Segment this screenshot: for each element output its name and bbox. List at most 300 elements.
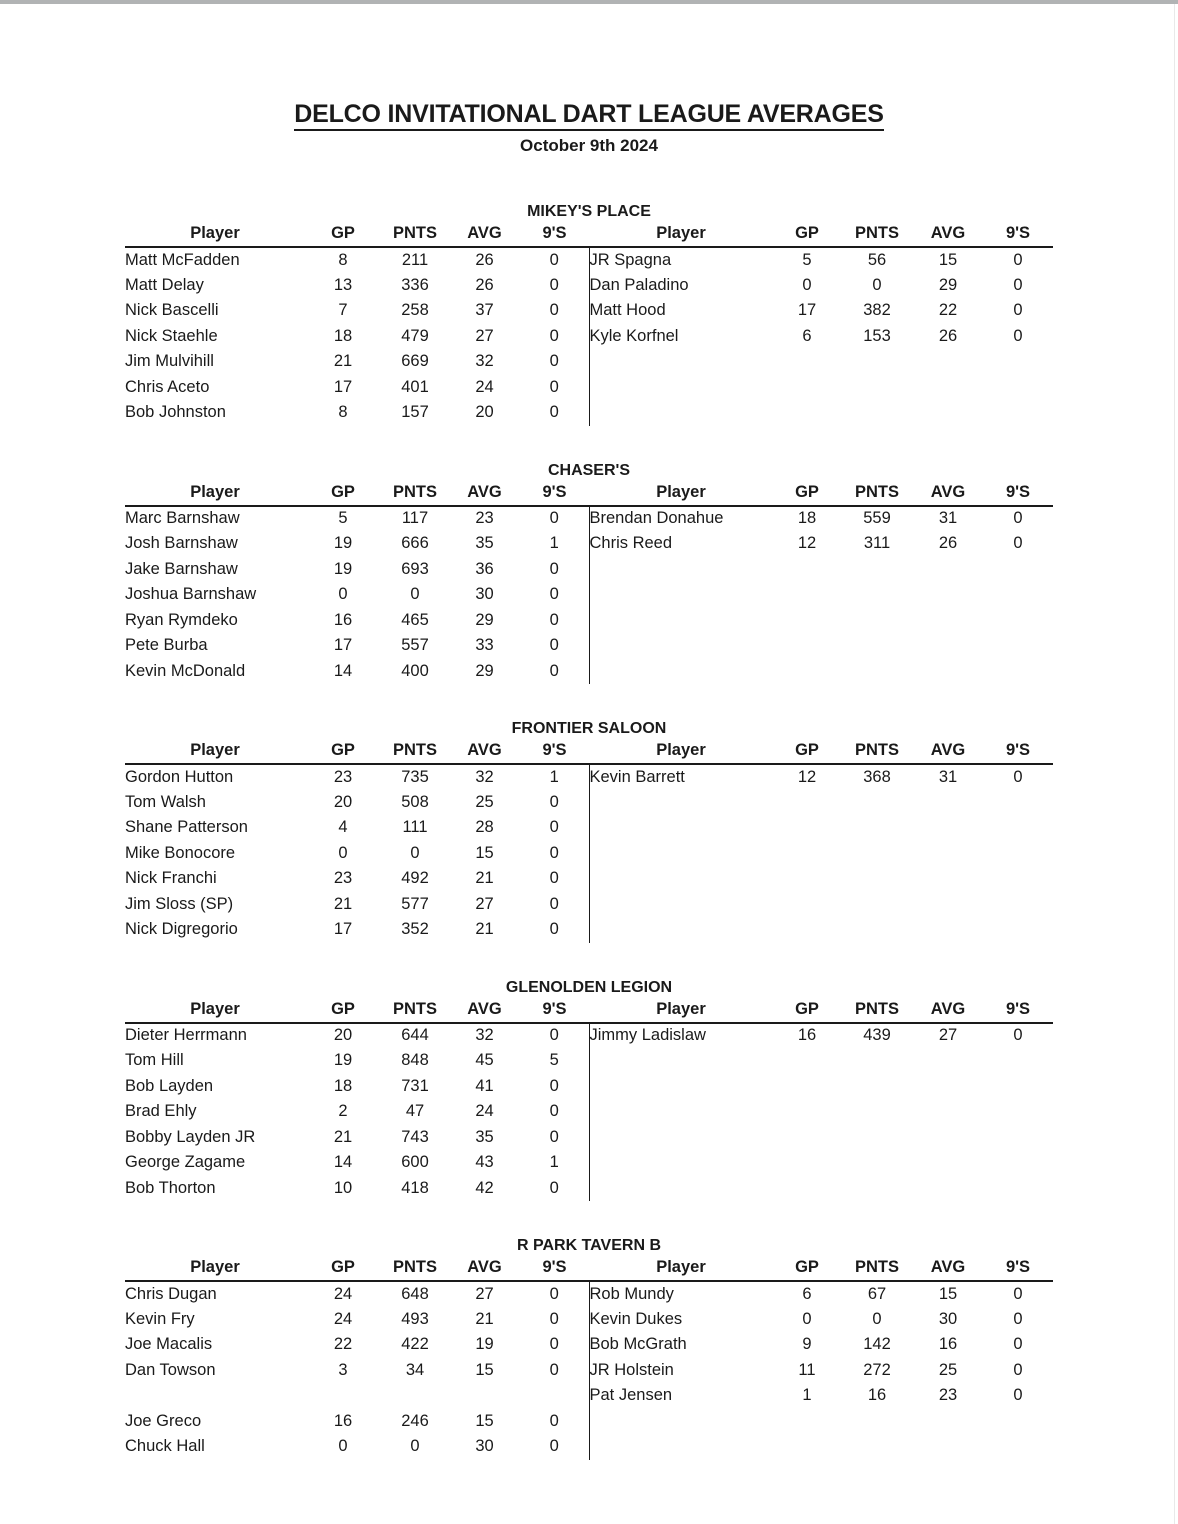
nines-cell: 0 [549, 1437, 559, 1456]
nines-cell [983, 1125, 1053, 1151]
pnts-cell: 557 [401, 636, 429, 655]
player-name-cell: Nick Staehle [125, 326, 218, 345]
gp-cell: 20 [333, 792, 353, 811]
column-header-gp: GP [305, 223, 381, 247]
gp-cell: 22 [333, 1335, 353, 1354]
nines-cell [983, 790, 1053, 816]
player-name-cell [589, 349, 773, 375]
pnts-cell: 0 [410, 843, 420, 862]
table-row [125, 506, 1053, 532]
nines-cell: 0 [549, 610, 559, 629]
gp-cell: 2 [338, 1102, 348, 1121]
avg-cell: 22 [938, 301, 958, 320]
player-name-cell: Chris Dugan [125, 1284, 217, 1303]
avg-cell [913, 790, 983, 816]
gp-cell: 17 [797, 301, 817, 320]
sections-container [0, 203, 1178, 1460]
pnts-cell: 743 [401, 1127, 429, 1146]
gp-cell [773, 892, 841, 918]
nines-cell: 0 [549, 1284, 559, 1303]
player-name-cell: Josh Barnshaw [125, 534, 238, 553]
player-name-cell: Pat Jensen [589, 1383, 773, 1409]
nines-cell: 0 [1013, 1335, 1023, 1354]
section-title: FRONTIER SALOON [511, 720, 667, 737]
nines-cell [983, 633, 1053, 659]
section-r-park-tavern-b [125, 1237, 1053, 1460]
pnts-cell [841, 892, 913, 918]
player-name-cell: Brendan Donahue [589, 506, 773, 532]
avg-cell: 15 [475, 1411, 494, 1430]
avg-cell: 45 [475, 1051, 494, 1070]
gp-cell: 23 [333, 767, 353, 786]
avg-cell: 31 [938, 509, 958, 528]
avg-cell: 23 [938, 1386, 958, 1405]
pnts-cell: 336 [401, 275, 429, 294]
pnts-cell: 157 [401, 403, 429, 422]
avg-cell [913, 633, 983, 659]
nines-cell: 1 [549, 534, 559, 553]
avg-cell: 27 [475, 1284, 494, 1303]
pnts-cell: 400 [401, 661, 429, 680]
pnts-cell [841, 375, 913, 401]
pnts-cell: 153 [863, 326, 891, 345]
gp-cell: 0 [338, 585, 348, 604]
gp-cell [773, 400, 841, 426]
pnts-cell: 142 [863, 1335, 891, 1354]
gp-cell: 9 [802, 1335, 812, 1354]
gp-cell [773, 866, 841, 892]
gp-cell [305, 1383, 381, 1409]
column-header-pnts: PNTS [381, 482, 449, 506]
nines-cell [983, 557, 1053, 583]
gp-cell [773, 1074, 841, 1100]
table-row [125, 1383, 1053, 1409]
column-header-player: Player [125, 1257, 305, 1281]
pnts-cell [841, 633, 913, 659]
avg-cell: 35 [475, 534, 494, 553]
avg-cell [913, 557, 983, 583]
player-name-cell [589, 659, 773, 685]
gp-cell: 8 [338, 403, 348, 422]
player-name-cell: Jimmy Ladislaw [589, 1023, 773, 1049]
gp-cell: 1 [802, 1386, 812, 1405]
gp-cell: 14 [333, 1153, 353, 1172]
pnts-cell: 493 [401, 1309, 429, 1328]
player-name-cell: Dan Towson [125, 1360, 216, 1379]
gp-cell: 14 [333, 661, 353, 680]
player-name-cell: Tom Hill [125, 1051, 184, 1070]
player-name-cell: Bob Layden [125, 1076, 214, 1095]
pnts-cell: 731 [401, 1076, 429, 1095]
column-header-player: Player [589, 223, 773, 247]
player-name-cell: Joe Macalis [125, 1335, 213, 1354]
player-name-cell: Joshua Barnshaw [125, 585, 257, 604]
gp-cell [773, 349, 841, 375]
gp-cell: 17 [333, 377, 353, 396]
avg-cell [913, 815, 983, 841]
gp-cell: 19 [333, 559, 353, 578]
page-title [0, 0, 1178, 129]
column-header-gp: GP [305, 999, 381, 1023]
pnts-cell: 669 [401, 352, 429, 371]
pnts-cell [841, 557, 913, 583]
avg-cell [913, 1409, 983, 1435]
player-name-cell: Chris Reed [589, 531, 773, 557]
gp-cell [773, 1048, 841, 1074]
avg-cell [913, 1074, 983, 1100]
pnts-cell: 56 [867, 250, 887, 269]
player-name-cell: Pete Burba [125, 636, 208, 655]
nines-cell: 0 [1013, 1360, 1023, 1379]
table-row [125, 892, 1053, 918]
pnts-cell: 67 [867, 1284, 887, 1303]
player-name-cell [589, 1125, 773, 1151]
player-name-cell: Ryan Rymdeko [125, 610, 238, 629]
avg-cell [913, 659, 983, 685]
header-row [125, 999, 1053, 1023]
nines-cell [520, 1383, 589, 1409]
pnts-cell: 0 [410, 1437, 420, 1456]
avg-cell [913, 608, 983, 634]
avg-cell: 25 [475, 792, 494, 811]
avg-cell: 27 [475, 894, 494, 913]
nines-cell [983, 917, 1053, 943]
column-header-player: Player [589, 999, 773, 1023]
page-right-edge [1174, 4, 1175, 1524]
avg-cell: 25 [938, 1360, 958, 1379]
avg-cell: 30 [475, 1437, 494, 1456]
column-header-pnts: PNTS [841, 740, 913, 764]
gp-cell: 4 [338, 818, 348, 837]
gp-cell: 8 [338, 250, 348, 269]
table-row [125, 1125, 1053, 1151]
column-header-player: Player [125, 740, 305, 764]
table-row [125, 531, 1053, 557]
table-row [125, 764, 1053, 790]
section-chaser-s [125, 462, 1053, 685]
gp-cell [773, 1434, 841, 1460]
player-name-cell [589, 790, 773, 816]
section-frontier-saloon [125, 720, 1053, 943]
avg-cell: 20 [475, 403, 494, 422]
player-name-cell: Dan Paladino [589, 273, 773, 299]
gp-cell: 10 [333, 1178, 353, 1197]
gp-cell: 21 [333, 352, 353, 371]
player-name-cell: Chuck Hall [125, 1437, 205, 1456]
table-row [125, 1074, 1053, 1100]
nines-cell: 5 [549, 1051, 559, 1070]
nines-cell: 0 [549, 1178, 559, 1197]
column-header-avg: AVG [913, 740, 983, 764]
pnts-cell [841, 582, 913, 608]
pnts-cell: 47 [405, 1102, 425, 1121]
avg-cell: 26 [938, 326, 958, 345]
player-name-cell [589, 400, 773, 426]
avg-cell [913, 917, 983, 943]
avg-cell: 32 [475, 767, 494, 786]
avg-cell [913, 1176, 983, 1202]
table-row [125, 1409, 1053, 1435]
gp-cell: 17 [333, 636, 353, 655]
avg-cell: 24 [475, 377, 494, 396]
table-row [125, 1358, 1053, 1384]
nines-cell: 0 [1013, 275, 1023, 294]
column-header-gp: GP [305, 1257, 381, 1281]
column-header-avg: AVG [913, 223, 983, 247]
avg-cell: 32 [475, 352, 494, 371]
column-header-player: Player [125, 999, 305, 1023]
nines-cell [983, 1048, 1053, 1074]
table-row [125, 1332, 1053, 1358]
column-header-pnts: PNTS [841, 223, 913, 247]
player-name-cell [589, 841, 773, 867]
pnts-cell [381, 1383, 449, 1409]
section-title: CHASER'S [547, 461, 631, 479]
avg-cell: 29 [938, 275, 958, 294]
gp-cell: 19 [333, 1051, 353, 1070]
table-row [125, 1099, 1053, 1125]
pnts-cell: 16 [867, 1386, 887, 1405]
nines-cell: 0 [1013, 1026, 1023, 1045]
gp-cell [773, 815, 841, 841]
avg-cell: 33 [475, 636, 494, 655]
column-header-pnts: PNTS [381, 223, 449, 247]
avg-cell: 21 [475, 1309, 494, 1328]
nines-cell [983, 1074, 1053, 1100]
table-row [125, 400, 1053, 426]
player-name-cell: Bob McGrath [589, 1332, 773, 1358]
player-name-cell: Matt McFadden [125, 250, 240, 269]
gp-cell: 0 [802, 1309, 812, 1328]
pnts-cell: 401 [401, 377, 429, 396]
nines-cell: 0 [549, 894, 559, 913]
gp-cell [773, 1099, 841, 1125]
column-header-pnts: PNTS [381, 1257, 449, 1281]
avg-cell: 15 [938, 1284, 958, 1303]
column-header-avg: AVG [913, 482, 983, 506]
avg-cell: 29 [475, 610, 494, 629]
player-name-cell: Kevin Fry [125, 1309, 195, 1328]
avg-cell: 32 [475, 1026, 494, 1045]
gp-cell: 11 [798, 1360, 816, 1379]
player-name-cell: Bob Johnston [125, 403, 226, 422]
pnts-cell: 666 [401, 534, 429, 553]
gp-cell: 3 [338, 1360, 348, 1379]
gp-cell: 5 [338, 509, 348, 528]
player-name-cell [589, 892, 773, 918]
table-row [125, 273, 1053, 299]
nines-cell [983, 815, 1053, 841]
section-glenolden-legion [125, 979, 1053, 1202]
column-header-player: Player [125, 482, 305, 506]
page-title-text: DELCO INVITATIONAL DART LEAGUE AVERAGES [294, 100, 883, 131]
stats-table [125, 1257, 1053, 1460]
pnts-cell: 246 [401, 1411, 429, 1430]
table-row [125, 557, 1053, 583]
pnts-cell [841, 1125, 913, 1151]
pnts-cell: 211 [401, 250, 429, 269]
avg-cell: 35 [475, 1127, 494, 1146]
pnts-cell [841, 815, 913, 841]
nines-cell: 0 [549, 1309, 559, 1328]
avg-cell [913, 375, 983, 401]
table-row [125, 608, 1053, 634]
nines-cell: 0 [1013, 767, 1023, 786]
table-row [125, 659, 1053, 685]
gp-cell: 12 [797, 767, 817, 786]
table-row [125, 790, 1053, 816]
table-row [125, 247, 1053, 273]
pnts-cell: 258 [401, 301, 429, 320]
table-row [125, 866, 1053, 892]
table-row [125, 841, 1053, 867]
gp-cell [773, 841, 841, 867]
nines-cell: 0 [549, 818, 559, 837]
gp-cell: 6 [802, 326, 812, 345]
nines-cell [983, 582, 1053, 608]
column-header-gp: GP [305, 482, 381, 506]
nines-cell: 0 [1013, 1309, 1023, 1328]
nines-cell: 1 [549, 767, 559, 786]
pnts-cell: 117 [401, 509, 429, 528]
pnts-cell: 648 [401, 1284, 429, 1303]
nines-cell: 0 [549, 326, 559, 345]
column-header-nines: 9'S [983, 223, 1053, 247]
column-header-avg: AVG [449, 1257, 520, 1281]
column-header-avg: AVG [913, 999, 983, 1023]
column-header-nines: 9'S [520, 740, 589, 764]
column-header-avg: AVG [913, 1257, 983, 1281]
nines-cell [983, 1099, 1053, 1125]
nines-cell: 0 [549, 792, 559, 811]
pnts-cell: 479 [401, 326, 429, 345]
pnts-cell: 600 [401, 1153, 429, 1172]
pnts-cell: 34 [405, 1360, 425, 1379]
stats-table [125, 740, 1053, 943]
gp-cell: 24 [333, 1284, 353, 1303]
section-title: GLENOLDEN LEGION [505, 978, 673, 996]
gp-cell [773, 375, 841, 401]
player-name-cell [589, 1150, 773, 1176]
pnts-cell: 352 [401, 920, 429, 939]
player-name-cell: Jim Mulvihill [125, 352, 214, 371]
avg-cell: 27 [938, 1026, 958, 1045]
pnts-cell: 508 [401, 792, 429, 811]
player-name-cell: Jim Sloss (SP) [125, 894, 234, 913]
player-name-cell: JR Spagna [589, 247, 773, 273]
column-header-pnts: PNTS [841, 1257, 913, 1281]
stats-table [125, 223, 1053, 426]
column-header-gp: GP [773, 223, 841, 247]
player-name-cell: Matt Hood [589, 298, 773, 324]
pnts-cell [841, 659, 913, 685]
column-header-nines: 9'S [520, 482, 589, 506]
player-name-cell [589, 1434, 773, 1460]
column-header-avg: AVG [449, 740, 520, 764]
section-title: R PARK TAVERN B [517, 1237, 661, 1254]
nines-cell: 0 [549, 636, 559, 655]
pnts-cell: 272 [863, 1360, 891, 1379]
avg-cell: 26 [938, 534, 958, 553]
column-header-nines: 9'S [983, 740, 1053, 764]
column-header-pnts: PNTS [841, 482, 913, 506]
avg-cell: 36 [475, 559, 494, 578]
gp-cell: 18 [797, 509, 817, 528]
player-name-cell: Nick Bascelli [125, 301, 219, 320]
avg-cell: 30 [938, 1309, 958, 1328]
gp-cell [773, 608, 841, 634]
column-header-nines: 9'S [983, 482, 1053, 506]
avg-cell [913, 1150, 983, 1176]
gp-cell [773, 917, 841, 943]
gp-cell: 17 [333, 920, 353, 939]
nines-cell: 0 [549, 1335, 559, 1354]
avg-cell: 16 [938, 1335, 958, 1354]
pnts-cell [841, 1074, 913, 1100]
pnts-cell: 418 [401, 1178, 429, 1197]
pnts-cell [841, 1099, 913, 1125]
avg-cell: 43 [475, 1153, 494, 1172]
avg-cell: 31 [938, 767, 958, 786]
avg-cell: 26 [475, 250, 494, 269]
nines-cell: 0 [549, 352, 559, 371]
table-row [125, 1176, 1053, 1202]
player-name-cell [589, 608, 773, 634]
header-row [125, 1257, 1053, 1281]
gp-cell: 5 [802, 250, 812, 269]
player-name-cell [589, 866, 773, 892]
nines-cell [983, 608, 1053, 634]
gp-cell: 16 [797, 1026, 817, 1045]
nines-cell [983, 349, 1053, 375]
player-name-cell: Chris Aceto [125, 377, 210, 396]
header-row [125, 482, 1053, 506]
column-header-nines: 9'S [983, 1257, 1053, 1281]
column-header-avg: AVG [449, 482, 520, 506]
table-row [125, 349, 1053, 375]
nines-cell: 0 [549, 250, 559, 269]
pnts-cell: 735 [401, 767, 429, 786]
table-row [125, 815, 1053, 841]
nines-cell [983, 1176, 1053, 1202]
nines-cell [983, 892, 1053, 918]
player-name-cell: Bob Thorton [125, 1178, 216, 1197]
table-row [125, 1048, 1053, 1074]
player-name-cell [589, 1409, 773, 1435]
pnts-cell: 382 [863, 301, 891, 320]
pnts-cell: 492 [401, 869, 429, 888]
player-name-cell: Mike Bonocore [125, 843, 236, 862]
player-name-cell [589, 917, 773, 943]
pnts-cell [841, 866, 913, 892]
avg-cell: 27 [475, 326, 494, 345]
pnts-cell: 559 [863, 509, 891, 528]
gp-cell: 0 [338, 843, 348, 862]
avg-cell: 42 [475, 1178, 494, 1197]
nines-cell [983, 866, 1053, 892]
column-header-gp: GP [305, 740, 381, 764]
player-name-cell [589, 557, 773, 583]
pnts-cell [841, 608, 913, 634]
avg-cell [913, 866, 983, 892]
nines-cell [983, 841, 1053, 867]
avg-cell: 26 [475, 275, 494, 294]
player-name-cell [125, 1383, 305, 1409]
gp-cell: 21 [333, 1127, 353, 1146]
nines-cell: 0 [549, 1026, 559, 1045]
avg-cell: 15 [475, 1360, 494, 1379]
player-name-cell [589, 815, 773, 841]
